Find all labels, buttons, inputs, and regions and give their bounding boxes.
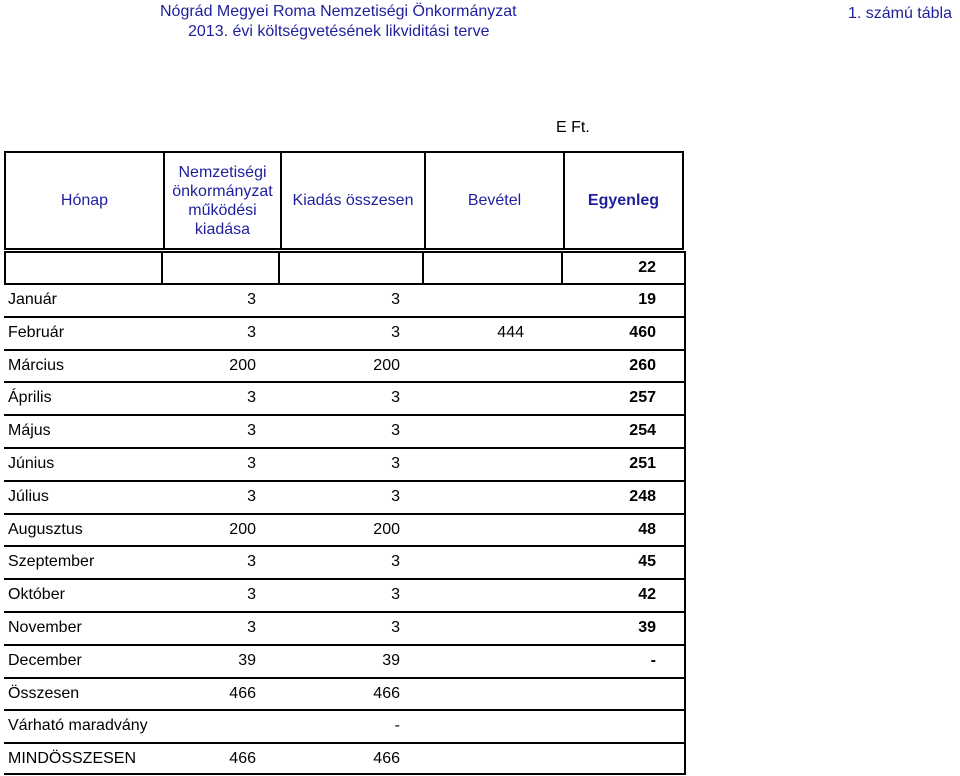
cell-balance: 254 [629,422,656,440]
cell-total-expense: 3 [391,487,400,505]
cell-total-expense: 200 [373,520,400,538]
col-header-balance: Egyenleg [587,192,660,209]
cell-income [424,744,524,774]
cell-month: November [8,619,82,636]
cell-balance [544,679,656,709]
cell-income [424,482,524,512]
cell-operating-expense: 200 [229,356,256,374]
opening-balance-value: 22 [638,259,656,276]
cell-operating-expense: 39 [238,651,256,669]
cell-month: Október [8,586,65,604]
table-number: 1. számú tábla [847,5,952,22]
cell-month: Június [8,455,55,472]
cell-operating-expense: 3 [247,619,256,636]
cell-income: 444 [497,323,524,341]
cell-balance [544,744,656,774]
cell-income [424,515,524,545]
cell-balance: 42 [638,586,656,604]
cell-operating-expense [154,711,256,741]
cell-operating-expense: 3 [247,553,256,571]
divider [4,253,6,285]
cell-operating-expense: 466 [229,684,256,702]
cell-balance: 260 [629,356,656,374]
cell-operating-expense: 3 [247,586,256,604]
cell-total-expense: 466 [373,684,400,702]
cell-income [424,351,524,381]
cell-operating-expense: 466 [229,750,256,768]
cell-month: Összesen [8,684,80,702]
table-row [4,447,684,479]
cell-balance: 251 [629,455,656,472]
cell-balance: - [650,651,656,669]
cell-income [424,613,524,643]
cell-operating-expense: 3 [247,291,256,308]
cell-month: Április [8,389,52,407]
table-row [4,349,684,381]
document-title: Nógrád Megyei Roma Nemzetiségi Önkormányzat [160,3,517,20]
table-row [4,414,684,446]
cell-balance: 248 [629,487,656,505]
cell-income [424,416,524,446]
cell-total-expense: 3 [391,291,400,308]
opening-balance-row [4,251,684,283]
divider [161,253,163,285]
table-row [4,644,684,676]
cell-month: Január [8,291,57,308]
col-header-month: Hónap [60,192,109,209]
cell-balance: 460 [629,323,656,341]
cell-month: MINDÖSSZESEN [8,750,137,768]
cell-month: Augusztus [8,520,83,538]
cell-month: Május [8,422,51,440]
cell-total-expense: 466 [373,750,400,768]
cell-income [424,679,524,709]
cell-income [424,449,524,479]
table-row [4,677,684,709]
cell-total-expense: 3 [391,586,400,604]
cell-operating-expense: 3 [247,389,256,407]
cell-balance: 48 [638,520,656,538]
cell-total-expense: 3 [391,323,400,341]
table-row [4,709,684,741]
cell-total-expense: 3 [391,422,400,440]
table-row [4,316,684,348]
cell-month: Február [8,323,65,341]
col-header-operating-l4: kiadása [194,220,251,238]
cell-total-expense: 200 [373,356,400,374]
cell-month: December [8,651,82,669]
table-row [4,578,684,610]
table-row [4,545,684,577]
divider [278,253,280,285]
table-header [4,151,684,250]
cell-income [424,580,524,610]
cell-operating-expense: 200 [229,520,256,538]
cell-total-expense: - [394,717,400,735]
unit-label: E Ft. [556,119,590,136]
cell-income [424,547,524,577]
col-header-operating [165,153,280,248]
col-header-operating-l3: működési [188,201,257,219]
cell-balance: 19 [638,291,656,308]
cell-month: Várható maradvány [8,717,148,735]
cell-total-expense: 3 [391,553,400,571]
table-body [4,251,686,775]
cell-month: Szeptember [8,553,95,571]
cell-balance: 257 [629,389,656,407]
table-row [4,480,684,512]
table-row [4,283,684,315]
table-row [4,381,684,413]
table-row [4,611,684,643]
table-row [4,513,684,545]
cell-operating-expense: 3 [247,455,256,472]
cell-income [424,711,524,741]
cell-balance [544,711,656,741]
col-header-operating-l1: Nemzetiségi [178,163,267,181]
cell-month: Március [8,356,65,374]
cell-operating-expense: 3 [247,323,256,341]
cell-total-expense: 3 [391,389,400,407]
cell-balance: 45 [638,553,656,571]
col-header-total-expense: Kiadás összesen [292,192,414,209]
document-subtitle: 2013. évi költségvetésének likviditási terve [188,23,490,40]
cell-income [424,383,524,413]
col-header-operating-l2: önkormányzat [172,182,273,200]
cell-total-expense: 39 [382,651,400,669]
cell-total-expense: 3 [391,455,400,472]
cell-balance: 39 [638,619,656,636]
col-header-income: Bevétel [467,192,522,209]
cell-total-expense: 3 [391,619,400,636]
table-row [4,742,684,774]
cell-income [424,285,524,315]
cell-month: Július [8,487,49,505]
cell-operating-expense: 3 [247,422,256,440]
cell-operating-expense: 3 [247,487,256,505]
divider [422,253,424,285]
cell-income [424,646,524,676]
